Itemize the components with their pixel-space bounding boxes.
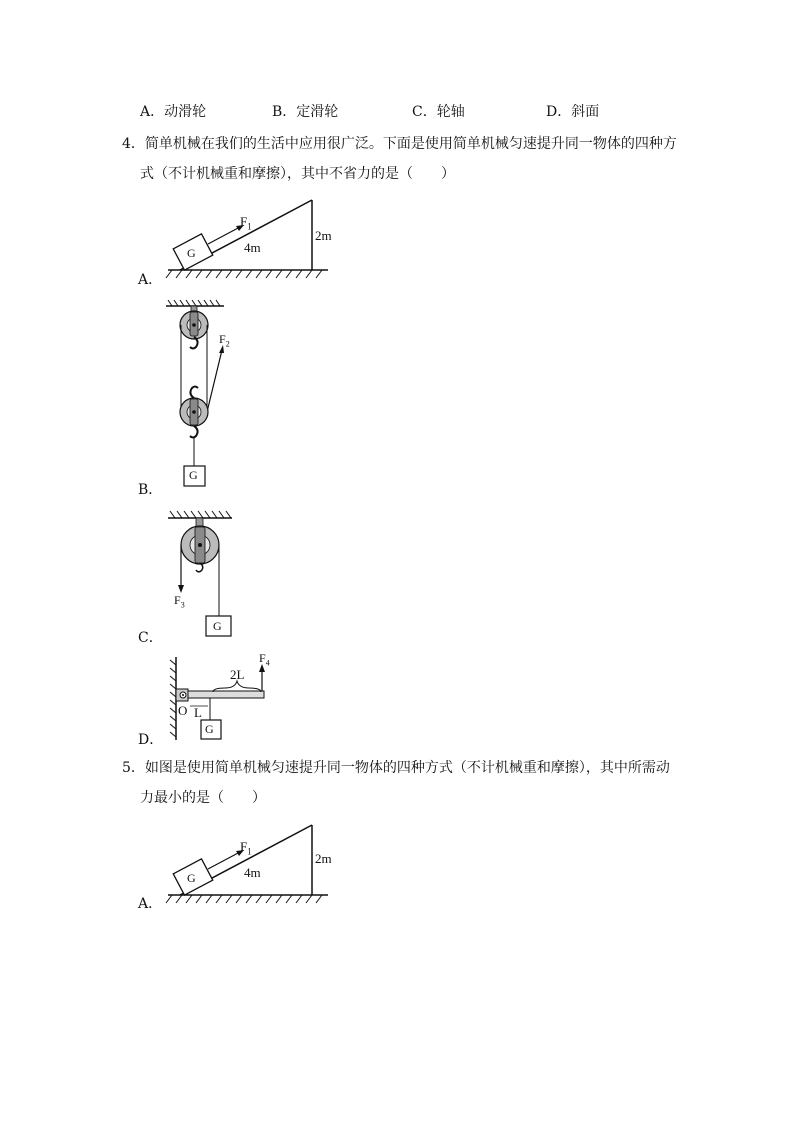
q4-a-length-label: 4m: [244, 240, 261, 255]
q5-option-a-label: A．: [138, 896, 163, 912]
prev-option-d: D．斜面: [546, 104, 600, 120]
q4-option-d-label: D．: [138, 732, 164, 748]
q5-a-force-label: $F_1$: [240, 839, 252, 857]
q4-a-force-label: $F_1$: [240, 214, 252, 232]
q4-d-block-label: G: [205, 722, 214, 736]
q4-stem-line2: 式（不计机械重和摩擦），其中不省力的是（ ）: [140, 166, 455, 182]
q4-d-short-arm-label: L: [194, 705, 202, 720]
q5-a-height-label: 2m: [315, 851, 332, 866]
prev-option-c: C．轮轴: [412, 104, 465, 120]
q4-b-force-label: $F_2$: [219, 332, 230, 349]
q5-a-length-label: 4m: [244, 865, 261, 880]
q4-d-long-arm-label: 2L: [230, 667, 245, 682]
q4-b-block-label: G: [189, 468, 198, 482]
q4-option-a-label: A．: [138, 272, 163, 288]
q4-d-pivot-label: O: [178, 703, 188, 718]
q4-option-b-label: B．: [138, 482, 163, 498]
prev-option-a: A．动滑轮: [140, 104, 207, 120]
q4-option-c-label: C．: [138, 630, 163, 646]
q4-c-force-label: $F_3$: [174, 593, 185, 610]
q4-a-block-label: G: [187, 246, 196, 260]
q5-a-block-label: G: [187, 871, 196, 885]
q5-stem-line1: 5．如图是使用简单机械匀速提升同一物体的四种方式（不计机械重和摩擦），其中所需动: [122, 760, 670, 776]
q4-c-block-label: G: [213, 619, 222, 633]
q4-stem-line1: 4．简单机械在我们的生活中应用很广泛。下面是使用简单机械匀速提升同一物体的四种方: [122, 136, 677, 152]
q4-d-force-label: $F_4$: [259, 651, 270, 668]
q5-stem-line2: 力最小的是（ ）: [140, 790, 266, 806]
prev-option-b: B．定滑轮: [272, 104, 339, 120]
q4-a-height-label: 2m: [315, 228, 332, 243]
